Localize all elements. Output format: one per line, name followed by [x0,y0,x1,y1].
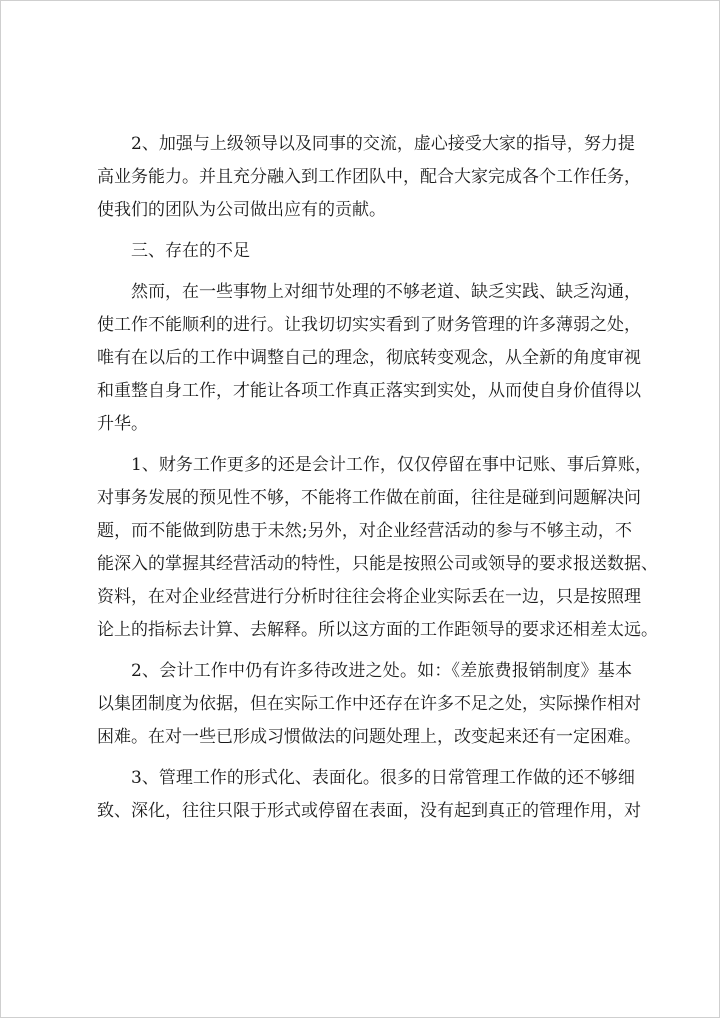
text-line: 题，而不能做到防患于未然;另外，对企业经营活动的参与不够主动，不 [97,521,632,541]
text-line: 高业务能力。并且充分融入到工作团队中，配合大家完成各个工作任务， [97,167,641,187]
paragraph-accounting [97,449,658,647]
text-line: 1、财务工作更多的还是会计工作，仅仅停留在事中记账、事后算账， [131,455,652,475]
text-line: 3、管理工作的形式化、表面化。很多的日常管理工作做的还不够细 [131,768,635,788]
text-line: 以集团制度为依据，但在实际工作中还存在许多不足之处，实际操作相对 [97,694,641,714]
text-line: 致、深化，往往只限于形式或停留在表面，没有起到真正的管理作用，对 [97,801,641,821]
section-heading [97,235,632,268]
text-line: 和重整自身工作，才能让各项工作真正落实到实处，从而使自身价值得以 [97,381,641,401]
text-line: 唯有在以后的工作中调整自己的理念，彻底转变观念，从全新的角度审视 [97,348,641,368]
text-line: 2、加强与上级领导以及同事的交流，虚心接受大家的指导，努力提 [131,134,635,154]
text-line: 能深入的掌握其经营活动的特性，只能是按照公司或领导的要求报送数据、 [97,554,658,574]
paragraph-formalism [97,762,641,828]
text-line: 然而，在一些事物上对细节处理的不够老道、缺乏实践、缺乏沟通， [131,282,641,302]
section-heading-text: 三、存在的不足 [131,241,250,261]
text-line: 对事务发展的预见性不够，不能将工作做在前面，往往是碰到问题解决问 [97,488,641,508]
text-line: 论上的指标去计算、去解释。所以这方面的工作距领导的要求还相差太远。 [97,620,658,640]
text-line: 使工作不能顺利的进行。让我切切实实看到了财务管理的许多薄弱之处， [97,315,641,335]
paragraph-communication [97,128,641,227]
paragraph-improvement [97,655,641,754]
text-line: 升华。 [97,414,148,434]
text-line: 资料，在对企业经营进行分析时往往会将企业实际丢在一边，只是按照理 [97,587,641,607]
document-body [97,128,658,828]
text-line: 困难。在对一些已形成习惯做法的问题处理上，改变起来还有一定困难。 [97,727,641,747]
text-line: 使我们的团队为公司做出应有的贡献。 [97,200,386,220]
text-line: 2、会计工作中仍有许多待改进之处。如：《差旅费报销制度》基本 [131,661,632,681]
paragraph-intro [97,276,641,441]
